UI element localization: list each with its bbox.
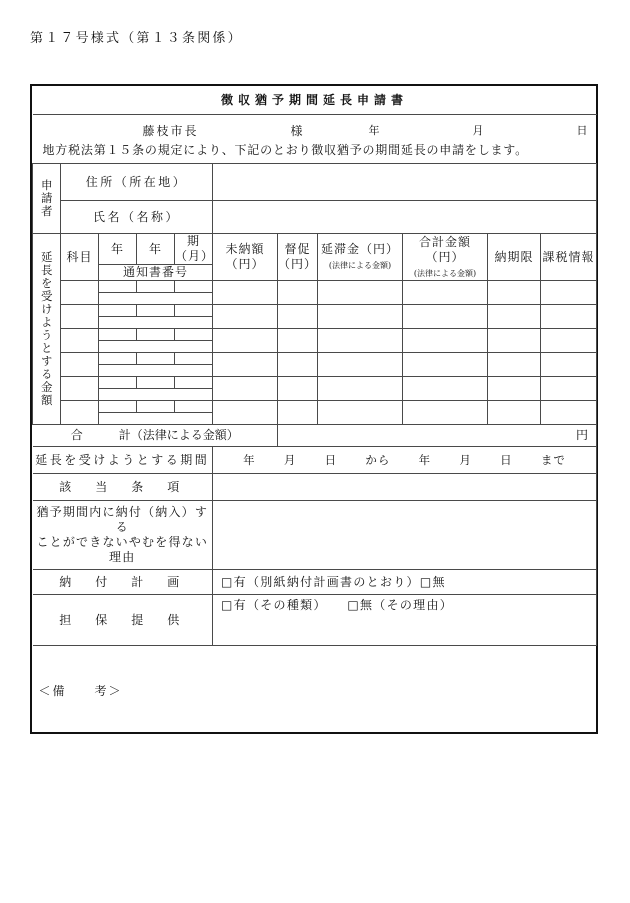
applicant-side-label: 申請者 [33, 164, 61, 234]
period-row [33, 447, 597, 474]
cell-due-date[interactable] [488, 305, 541, 329]
cell-notice-number[interactable] [99, 317, 213, 329]
payment-plan-row [33, 570, 597, 595]
remarks-area[interactable] [33, 646, 597, 733]
payment-plan-label: 納 付 計 画 [33, 570, 213, 595]
cell-period-month[interactable] [175, 305, 213, 317]
cell-year[interactable] [99, 401, 137, 413]
cell-period-month[interactable] [175, 329, 213, 341]
header-total-amount: 合計金額（円） (法律による金額) [403, 234, 488, 281]
clause-label: 該 当 条 項 [33, 474, 213, 501]
cell-tax-info[interactable] [541, 377, 597, 401]
amount-side-label: 延長を受けようとする金額 [33, 234, 61, 425]
name-value[interactable] [213, 201, 597, 234]
intro-row [33, 115, 597, 164]
cell-item[interactable] [61, 281, 99, 305]
collateral-options[interactable]: □有（その種類） □無（その理由） [213, 595, 597, 646]
cell-delinquent[interactable] [318, 353, 403, 377]
header-unpaid: 未納額（円） [213, 234, 278, 281]
cell-delinquent[interactable] [318, 281, 403, 305]
cell-total[interactable] [403, 353, 488, 377]
table-row [33, 353, 597, 365]
cell-period-year[interactable] [137, 329, 175, 341]
clause-row [33, 474, 597, 501]
cell-year[interactable] [99, 377, 137, 389]
cell-demand[interactable] [278, 401, 318, 425]
cell-period-month[interactable] [175, 401, 213, 413]
cell-due-date[interactable] [488, 281, 541, 305]
cell-due-date[interactable] [488, 329, 541, 353]
cell-notice-number[interactable] [99, 413, 213, 425]
cell-tax-info[interactable] [541, 281, 597, 305]
table-row [33, 281, 597, 293]
remarks-label: ＜備 考＞ [38, 684, 123, 698]
date-day-label: 日 [576, 124, 589, 137]
page-title: 徴収猶予期間延長申請書 [33, 86, 597, 115]
intro-block [33, 115, 597, 164]
remarks-row [33, 646, 597, 733]
cell-notice-number[interactable] [99, 293, 213, 305]
cell-demand[interactable] [278, 305, 318, 329]
cell-period-year[interactable] [137, 377, 175, 389]
total-label: 合 計（法律による金額） [33, 425, 278, 447]
cell-item[interactable] [61, 305, 99, 329]
period-to-day: 日 [500, 452, 513, 467]
period-from-day: 日 [324, 452, 338, 467]
applicant-name-row [33, 201, 597, 234]
cell-unpaid[interactable] [213, 329, 278, 353]
period-to-year: 年 [418, 452, 432, 467]
period-to-month: 月 [459, 452, 472, 467]
cell-due-date[interactable] [488, 377, 541, 401]
form-grid [32, 86, 597, 732]
cell-due-date[interactable] [488, 401, 541, 425]
form-number: 第１７号様式（第１３条関係） [30, 31, 243, 46]
cell-demand[interactable] [278, 377, 318, 401]
reason-row [33, 501, 597, 570]
amount-header-row-1 [33, 234, 597, 265]
cell-year[interactable] [99, 281, 137, 293]
total-row [33, 425, 597, 447]
table-row [33, 329, 597, 341]
period-from-month: 月 [283, 452, 297, 467]
cell-item[interactable] [61, 377, 99, 401]
cell-tax-info[interactable] [541, 353, 597, 377]
application-form [30, 84, 598, 734]
header-item: 科目 [61, 234, 99, 281]
cell-period-year[interactable] [137, 353, 175, 365]
cell-period-year[interactable] [137, 305, 175, 317]
cell-year[interactable] [99, 329, 137, 341]
honorific-label: 様 [290, 124, 305, 138]
cell-tax-info[interactable] [541, 329, 597, 353]
cell-delinquent[interactable] [318, 377, 403, 401]
cell-period-year[interactable] [137, 281, 175, 293]
cell-year[interactable] [99, 353, 137, 365]
date-fields [369, 124, 589, 138]
table-row [33, 401, 597, 413]
cell-demand[interactable] [278, 329, 318, 353]
date-month-label: 月 [472, 124, 485, 137]
address-value[interactable] [213, 164, 597, 201]
cell-unpaid[interactable] [213, 401, 278, 425]
cell-notice-number[interactable] [99, 389, 213, 401]
cell-due-date[interactable] [488, 353, 541, 377]
cell-unpaid[interactable] [213, 305, 278, 329]
cell-tax-info[interactable] [541, 401, 597, 425]
header-year2: 年 [137, 234, 175, 265]
header-notice-number: 通知書番号 [99, 265, 213, 281]
reason-label: 猶予期間内に納付（納入）する ことができないやむを得ない理由 [33, 501, 213, 570]
cell-period-month[interactable] [175, 377, 213, 389]
reason-value[interactable] [213, 501, 597, 570]
cell-demand[interactable] [278, 281, 318, 305]
table-row [33, 305, 597, 317]
cell-notice-number[interactable] [99, 341, 213, 353]
title-row [33, 86, 597, 115]
clause-value[interactable] [213, 474, 597, 501]
header-tax-info: 課税情報 [541, 234, 597, 281]
cell-tax-info[interactable] [541, 305, 597, 329]
period-from-year: 年 [243, 452, 256, 467]
cell-total[interactable] [403, 401, 488, 425]
cell-year[interactable] [99, 305, 137, 317]
cell-unpaid[interactable] [213, 377, 278, 401]
cell-unpaid[interactable] [213, 281, 278, 305]
cell-delinquent[interactable] [318, 305, 403, 329]
payment-plan-options[interactable]: □有（別紙納付計画書のとおり）□無 [213, 570, 597, 595]
cell-item[interactable] [61, 401, 99, 425]
cell-period-month[interactable] [175, 281, 213, 293]
addressee-label: 藤枝市長 [142, 124, 199, 138]
name-label: 氏名（名称） [61, 201, 213, 234]
header-due-date: 納期限 [488, 234, 541, 281]
address-label: 住所（所在地） [61, 164, 213, 201]
cell-delinquent[interactable] [318, 329, 403, 353]
date-year-label: 年 [368, 124, 381, 137]
collateral-row [33, 595, 597, 646]
cell-period-year[interactable] [137, 401, 175, 413]
legal-statement: 地方税法第１５条の規定により、下記のとおり徴収猶予の期間延長の申請をします。 [42, 143, 528, 157]
cell-total[interactable] [403, 329, 488, 353]
period-label: 延長を受けようとする期間 [33, 447, 213, 474]
cell-unpaid[interactable] [213, 353, 278, 377]
header-delinquent: 延滞金（円） (法律による金額) [318, 234, 403, 281]
header-year1: 年 [99, 234, 137, 265]
applicant-address-row [33, 164, 597, 201]
cell-period-month[interactable] [175, 353, 213, 365]
cell-item[interactable] [61, 353, 99, 377]
cell-total[interactable] [403, 377, 488, 401]
cell-notice-number[interactable] [99, 365, 213, 377]
cell-item[interactable] [61, 329, 99, 353]
collateral-label: 担 保 提 供 [33, 595, 213, 646]
period-fields[interactable] [213, 447, 597, 474]
header-demand: 督促 （円） [278, 234, 318, 281]
cell-total[interactable] [403, 305, 488, 329]
cell-delinquent[interactable] [318, 401, 403, 425]
header-period: 期（月） [175, 234, 215, 263]
period-to-word: まで [540, 452, 566, 467]
table-row [33, 377, 597, 389]
cell-demand[interactable] [278, 353, 318, 377]
period-from-word: から [365, 452, 391, 467]
total-value[interactable]: 円 [278, 425, 597, 447]
cell-total[interactable] [403, 281, 488, 305]
